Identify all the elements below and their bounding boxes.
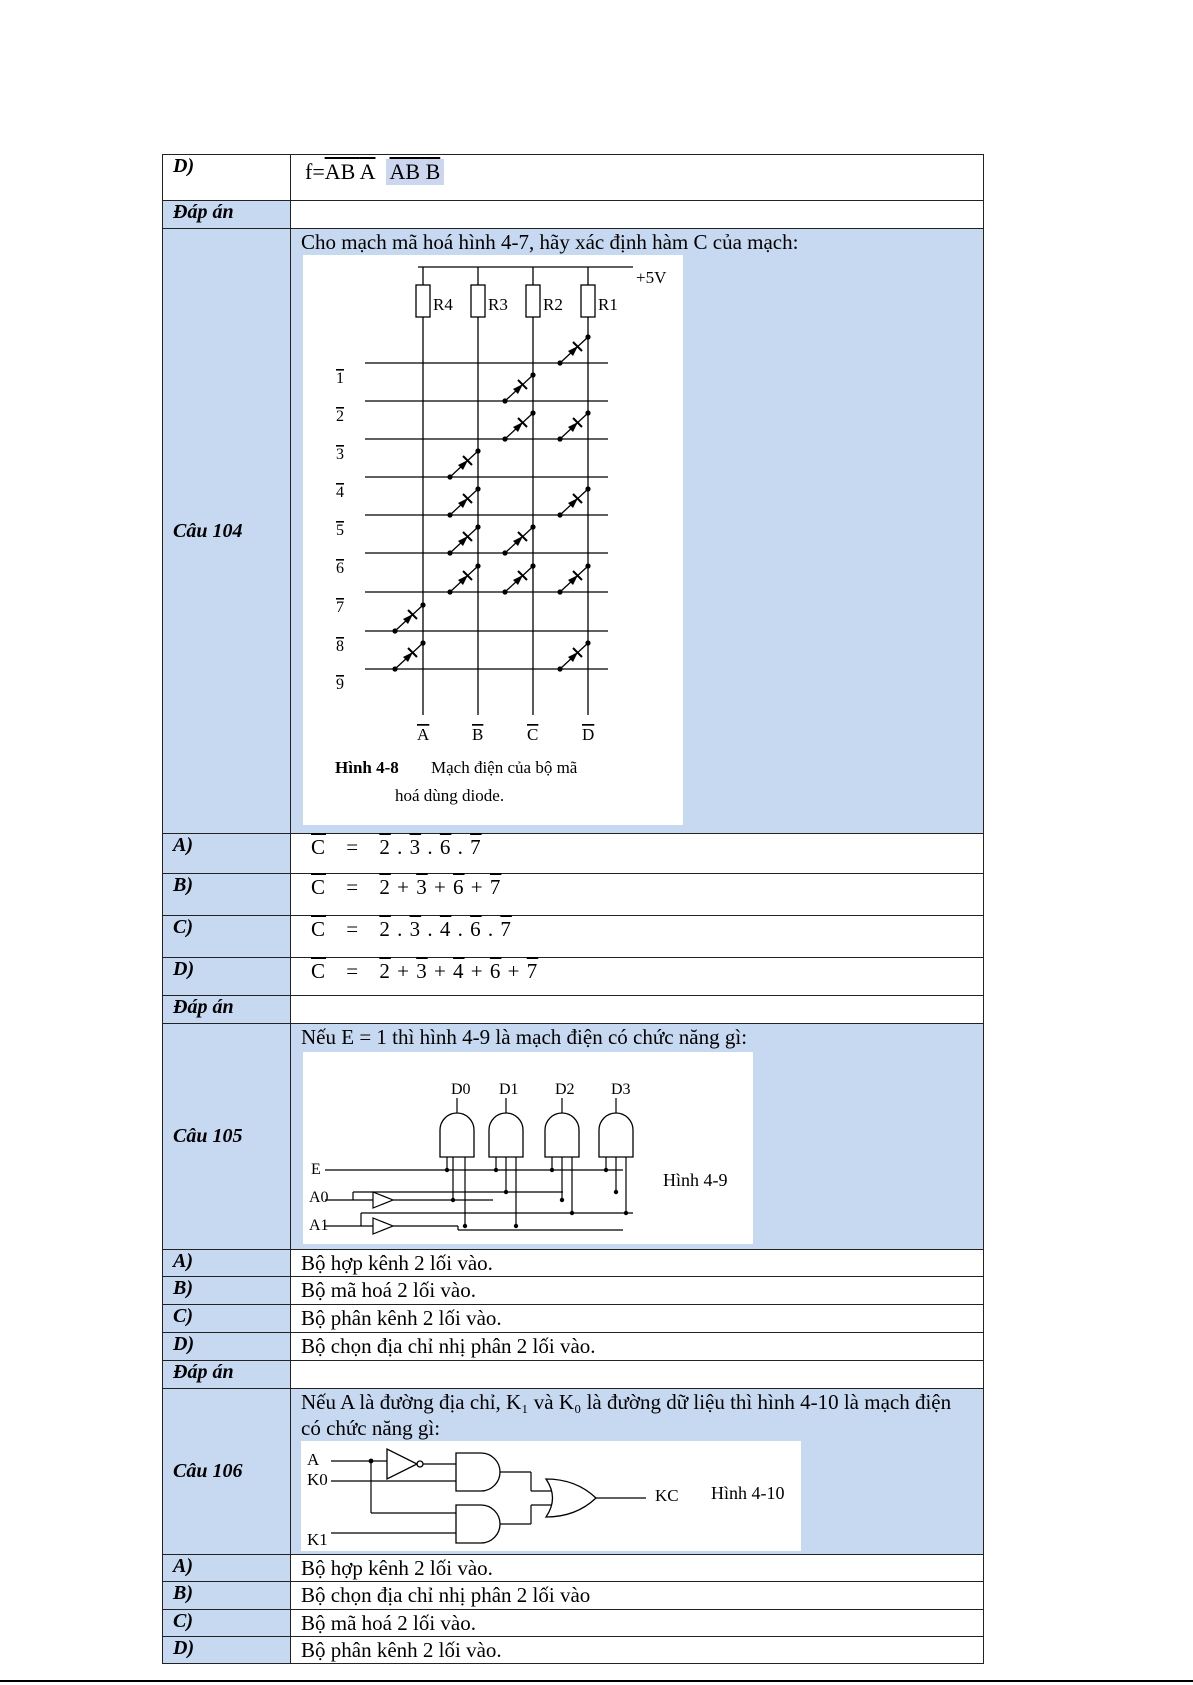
resistor-label: R3	[488, 295, 508, 314]
equation-term: 7	[489, 875, 502, 899]
page-bottom-rule	[0, 1680, 1193, 1682]
table-row	[163, 874, 984, 916]
equation-term: 6	[453, 875, 465, 899]
equation	[301, 835, 482, 859]
option-label: B)	[163, 1582, 291, 1610]
equation-term: 2	[379, 917, 391, 941]
answer-label: Đáp án	[163, 201, 291, 229]
option-text: Bộ hợp kênh 2 lối vào.	[291, 1555, 984, 1582]
option-label: A)	[163, 1555, 291, 1582]
diode-group	[392, 334, 590, 671]
diode	[557, 486, 590, 517]
option-text: Bộ chọn địa chỉ nhị phân 2 lối vào.	[291, 1333, 984, 1361]
equation-term: 7	[470, 835, 482, 859]
output-label: B	[472, 725, 484, 744]
equation-operator: .	[421, 917, 440, 941]
decoder-figure	[303, 1052, 753, 1244]
question-text: Cho mạch mã hoá hình 4-7, hãy xác định hàm C của mạch:	[301, 230, 799, 254]
equation-operator: .	[451, 835, 471, 859]
equation-operator: .	[390, 917, 410, 941]
option-label: D)	[163, 1637, 291, 1664]
diode	[447, 448, 480, 479]
equation-operator: .	[390, 835, 410, 859]
equation-term: 3	[416, 875, 428, 899]
formula-ab2: AB	[389, 159, 421, 184]
equation-equals: =	[340, 959, 366, 983]
option-formula	[291, 155, 984, 201]
answer-cell	[291, 201, 984, 229]
figure-caption-bold: Hình 4-8	[335, 758, 399, 777]
equation-term: 7	[500, 917, 512, 941]
table-row	[163, 1610, 984, 1637]
input-label: 1	[336, 370, 344, 387]
answer-label: Đáp án	[163, 996, 291, 1024]
equation-equals: =	[340, 875, 366, 899]
option-text: Bộ phân kênh 2 lối vào.	[291, 1637, 984, 1664]
equation-lhs: $\overline{C}$	[311, 835, 327, 859]
table-row	[163, 1305, 984, 1333]
input-label: 6	[336, 560, 344, 577]
equation-term: 4	[439, 917, 452, 941]
input-label: 8	[336, 638, 344, 655]
input-label: 7	[336, 599, 344, 616]
quiz-table	[162, 154, 984, 1664]
table-row	[163, 834, 984, 874]
output-label: D3	[611, 1081, 631, 1098]
table-row	[163, 1277, 984, 1305]
output-label: KC	[655, 1486, 679, 1505]
formula-a: A	[359, 159, 376, 184]
question-text: Nếu A là đường địa chỉ, K₁ và K₀ là đường dữ liệu thì hình 4-10 là mạch điện có chức năng gì:	[301, 1390, 952, 1440]
table-row	[163, 1637, 984, 1664]
option-label: D)	[163, 1333, 291, 1361]
formula-ab1: AB	[324, 159, 356, 184]
equation-term: 4	[453, 959, 465, 983]
input-label: K1	[307, 1530, 328, 1549]
option-equation	[291, 874, 984, 916]
input-label: 3	[336, 446, 344, 463]
equation-operator: +	[390, 875, 417, 899]
table-row	[163, 1024, 984, 1250]
diode	[447, 563, 480, 594]
output-label: D2	[555, 1081, 575, 1098]
equation-operator: +	[464, 959, 490, 983]
option-label: C)	[163, 1610, 291, 1637]
table-row	[163, 1250, 984, 1277]
input-label: 4	[336, 484, 344, 501]
diode	[502, 372, 535, 403]
input-label: 5	[336, 522, 344, 539]
equation	[301, 917, 512, 941]
option-text: Bộ hợp kênh 2 lối vào.	[291, 1250, 984, 1277]
diode	[392, 602, 425, 633]
multiplexer-figure	[301, 1441, 801, 1551]
equation-term: 2	[379, 835, 391, 859]
option-equation	[291, 834, 984, 874]
option-text: Bộ chọn địa chỉ nhị phân 2 lối vào	[291, 1582, 984, 1610]
figure-caption-line1: Mạch điện của bộ mã	[431, 758, 578, 777]
question-cell	[291, 229, 984, 834]
input-label: K0	[307, 1470, 328, 1489]
diode	[557, 410, 590, 441]
output-label: D	[582, 725, 595, 744]
question-cell	[291, 1389, 984, 1555]
equation-term: 2	[379, 959, 391, 983]
equation	[301, 875, 501, 899]
equation-term: 6	[470, 917, 482, 941]
answer-cell	[291, 1361, 984, 1389]
input-label: 9	[336, 676, 344, 693]
supply-label: +5V	[636, 268, 667, 287]
table-row	[163, 916, 984, 958]
table-row	[163, 1582, 984, 1610]
diode	[557, 334, 590, 365]
diode	[502, 524, 535, 555]
equation-operator: +	[501, 959, 527, 983]
table-row	[163, 229, 984, 834]
formula-eq: =	[312, 159, 325, 184]
equation-lhs: $\overline{C}$	[311, 959, 327, 983]
answer-label: Đáp án	[163, 1361, 291, 1389]
table-row	[163, 1361, 984, 1389]
input-label: E	[311, 1161, 321, 1178]
resistor-label: R2	[543, 295, 563, 314]
equation-equals: =	[340, 917, 366, 941]
equation-operator: .	[421, 835, 440, 859]
formula-f: f	[305, 159, 313, 184]
figure-caption: Hình 4-9	[663, 1170, 728, 1190]
equation-operator: +	[427, 959, 454, 983]
table-row	[163, 1333, 984, 1361]
option-label: C)	[163, 1305, 291, 1333]
input-label: A0	[309, 1189, 329, 1206]
question-label: Câu 106	[163, 1389, 291, 1555]
equation-lhs: $\overline{C}$	[311, 917, 327, 941]
equation-term: 6	[489, 959, 502, 983]
diode	[447, 486, 480, 517]
question-label: Câu 104	[163, 229, 291, 834]
figure-caption-line2: hoá dùng diode.	[395, 786, 505, 805]
input-label: A	[307, 1450, 320, 1469]
equation-operator: +	[427, 875, 454, 899]
equation-lhs: $\overline{C}$	[311, 875, 327, 899]
diode-encoder-figure	[303, 255, 683, 825]
equation-term: 3	[409, 917, 422, 941]
diode	[447, 524, 480, 555]
answer-cell	[291, 996, 984, 1024]
option-label: D)	[163, 155, 291, 201]
equation-operator: +	[464, 875, 490, 899]
resistor-label: R1	[598, 295, 618, 314]
equation-operator: .	[451, 917, 471, 941]
option-label: A)	[163, 834, 291, 874]
table-row	[163, 1389, 984, 1555]
diode	[557, 640, 590, 671]
option-text: Bộ mã hoá 2 lối vào.	[291, 1277, 984, 1305]
option-equation	[291, 916, 984, 958]
option-text: Bộ mã hoá 2 lối vào.	[291, 1610, 984, 1637]
equation-equals: =	[340, 835, 366, 859]
equation-operator: .	[481, 917, 501, 941]
resistor-label: R4	[433, 295, 453, 314]
diode	[557, 563, 590, 594]
table-row	[163, 996, 984, 1024]
option-label: A)	[163, 1250, 291, 1277]
equation-term: 2	[379, 875, 391, 899]
equation-term: 7	[526, 959, 539, 983]
option-text: Bộ phân kênh 2 lối vào.	[291, 1305, 984, 1333]
output-label: A	[417, 725, 430, 744]
figure-caption: Hình 4-10	[711, 1483, 785, 1503]
table-row	[163, 201, 984, 229]
equation-term: 6	[439, 835, 452, 859]
equation-term: 3	[409, 835, 422, 859]
option-equation	[291, 958, 984, 996]
formula-b: B	[425, 159, 441, 184]
output-label: C	[527, 725, 539, 744]
diode	[502, 410, 535, 441]
table-row	[163, 1555, 984, 1582]
output-label: D1	[499, 1081, 519, 1098]
input-label: 2	[336, 408, 344, 425]
table-row	[163, 155, 984, 201]
question-cell	[291, 1024, 984, 1250]
diode	[502, 563, 535, 594]
option-label: B)	[163, 1277, 291, 1305]
option-label: B)	[163, 874, 291, 916]
equation-operator: +	[390, 959, 417, 983]
question-text: Nếu E = 1 thì hình 4-9 là mạch điện có chức năng gì:	[301, 1025, 748, 1049]
equation	[301, 959, 538, 983]
output-label: D0	[451, 1081, 471, 1098]
option-label: C)	[163, 916, 291, 958]
question-label: Câu 105	[163, 1024, 291, 1250]
option-label: D)	[163, 958, 291, 996]
diode	[392, 640, 425, 671]
equation-term: 3	[416, 959, 428, 983]
table-row	[163, 958, 984, 996]
input-label: A1	[309, 1217, 329, 1234]
